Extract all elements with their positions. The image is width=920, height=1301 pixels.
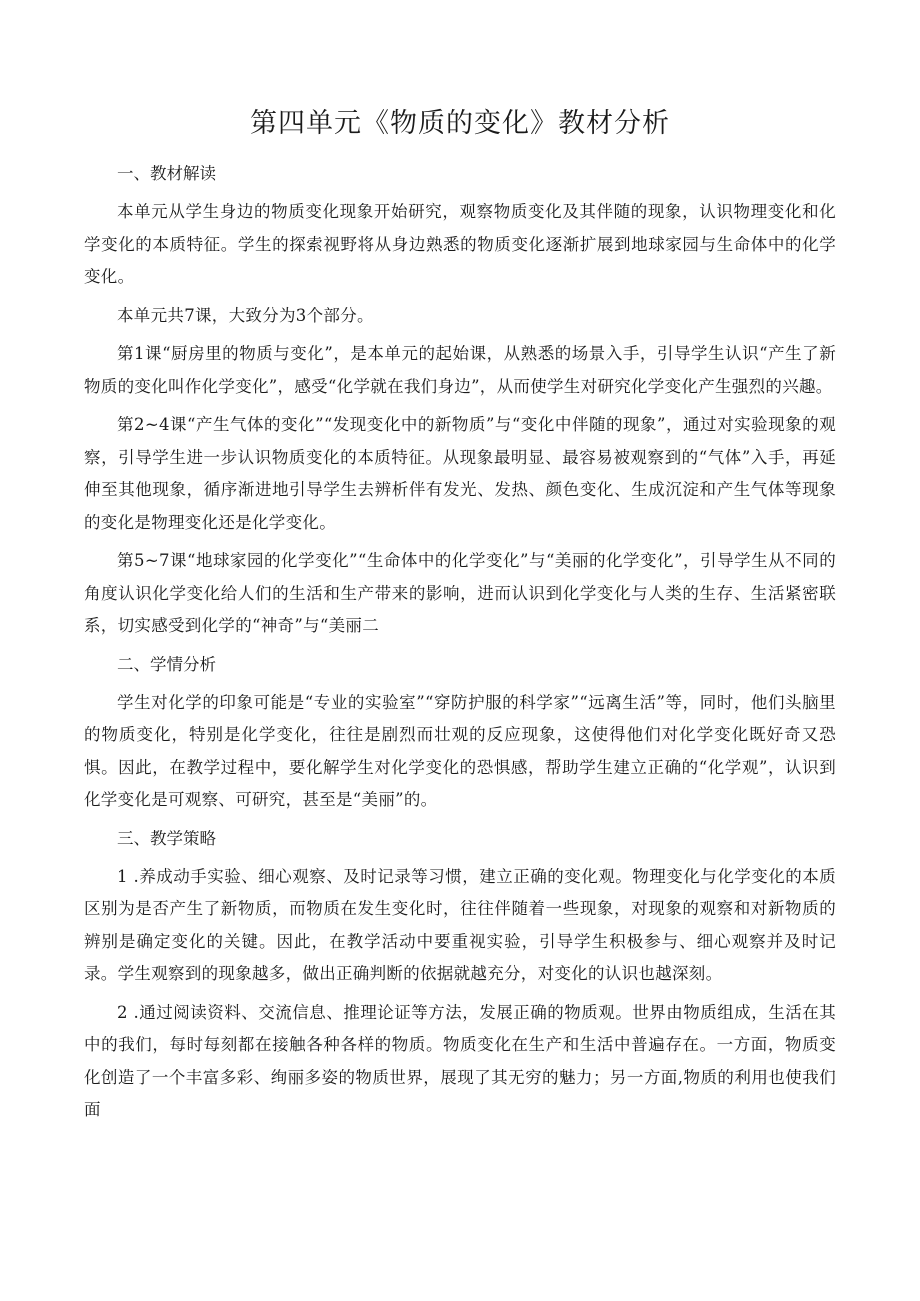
document-title: 第四单元《物质的变化》教材分析 (250, 108, 670, 139)
section-heading: 二、学情分析 (117, 654, 216, 674)
section-student-analysis (84, 649, 836, 817)
paragraph: 本单元从学生身边的物质变化现象开始研究，观察物质变化及其伴随的现象，认识物理变化和化学变化的本质特征。学生的探索视野将从身边熟悉的物质变化逐渐扩展到地球家园与生命体中的化学变化。 (84, 202, 836, 286)
paragraph: 第5~7课“地球家园的化学变化”“生命体中的化学变化”与“美丽的化学变化”，引导学生从不同的角度认识化学变化给人们的生活和生产带来的影响，进而认识到化学变化与人类的生存、生活紧密联系，切实感受到化学的“神奇”与“美丽二 (84, 551, 836, 635)
paragraph: 1 .养成动手实验、细心观察、及时记录等习惯，建立正确的变化观。物理变化与化学变化的本质区别为是否产生了新物质，而物质在发生变化时，往往伴随着一些现象，对现象的观察和对新物质的辨别是确定变化的关键。因此，在教学活动中要重视实验，引导学生积极参与、细心观察并及时记录。学生观察到的现象越多，做出正确判断的依据就越充分，对变化的认识也越深刻。 (84, 866, 836, 983)
paragraph: 第1课“厨房里的物质与变化”，是本单元的起始课，从熟悉的场景入手，引导学生认识“产生了新物质的变化叫作化学变化”，感受“化学就在我们身边”，从而使学生对研究化学变化产生强烈的兴趣。 (84, 344, 836, 396)
paragraph: 学生对化学的印象可能是“专业的实验室”“穿防护服的科学家”“远离生活”等，同时，他们头脑里的物质变化，特别是化学变化，往往是剧烈而壮观的反应现象，这使得他们对化学变化既好奇又恐惧。因此，在教学过程中，要化解学生对化学变化的恐惧感，帮助学生建立正确的“化学观”，认识到化学变化是可观察、可研究，甚至是“美丽”的。 (84, 692, 836, 809)
section-heading: 三、教学策略 (117, 828, 216, 848)
section-teaching-strategy (84, 823, 836, 1127)
paragraph: 2 .通过阅读资料、交流信息、推理论证等方法，发展正确的物质观。世界由物质组成，生活在其中的我们，每时每刻都在接触各种各样的物质。物质变化在生产和生活中普遍存在。一方面，物质变化创造了一个丰富多彩、绚丽多姿的物质世界，展现了其无穷的魅力；另一方面,物质的利用也使我们面 (84, 1002, 836, 1119)
paragraph: 第2~4课“产生气体的变化”“发现变化中的新物质”与“变化中伴随的现象”，通过对实验现象的观察，引导学生进一步认识物质变化的本质特征。从现象最明显、最容易被观察到的“气体”入手，再延伸至其他现象，循序渐进地引导学生去辨析伴有发光、发热、颜色变化、生成沉淀和产生气体等现象的变化是物理变化还是化学变化。 (84, 415, 836, 532)
section-heading: 一、教材解读 (117, 164, 216, 183)
paragraph: 本单元共7课，大致分为3个部分。 (117, 305, 374, 325)
section-textbook-interpretation (84, 158, 836, 643)
